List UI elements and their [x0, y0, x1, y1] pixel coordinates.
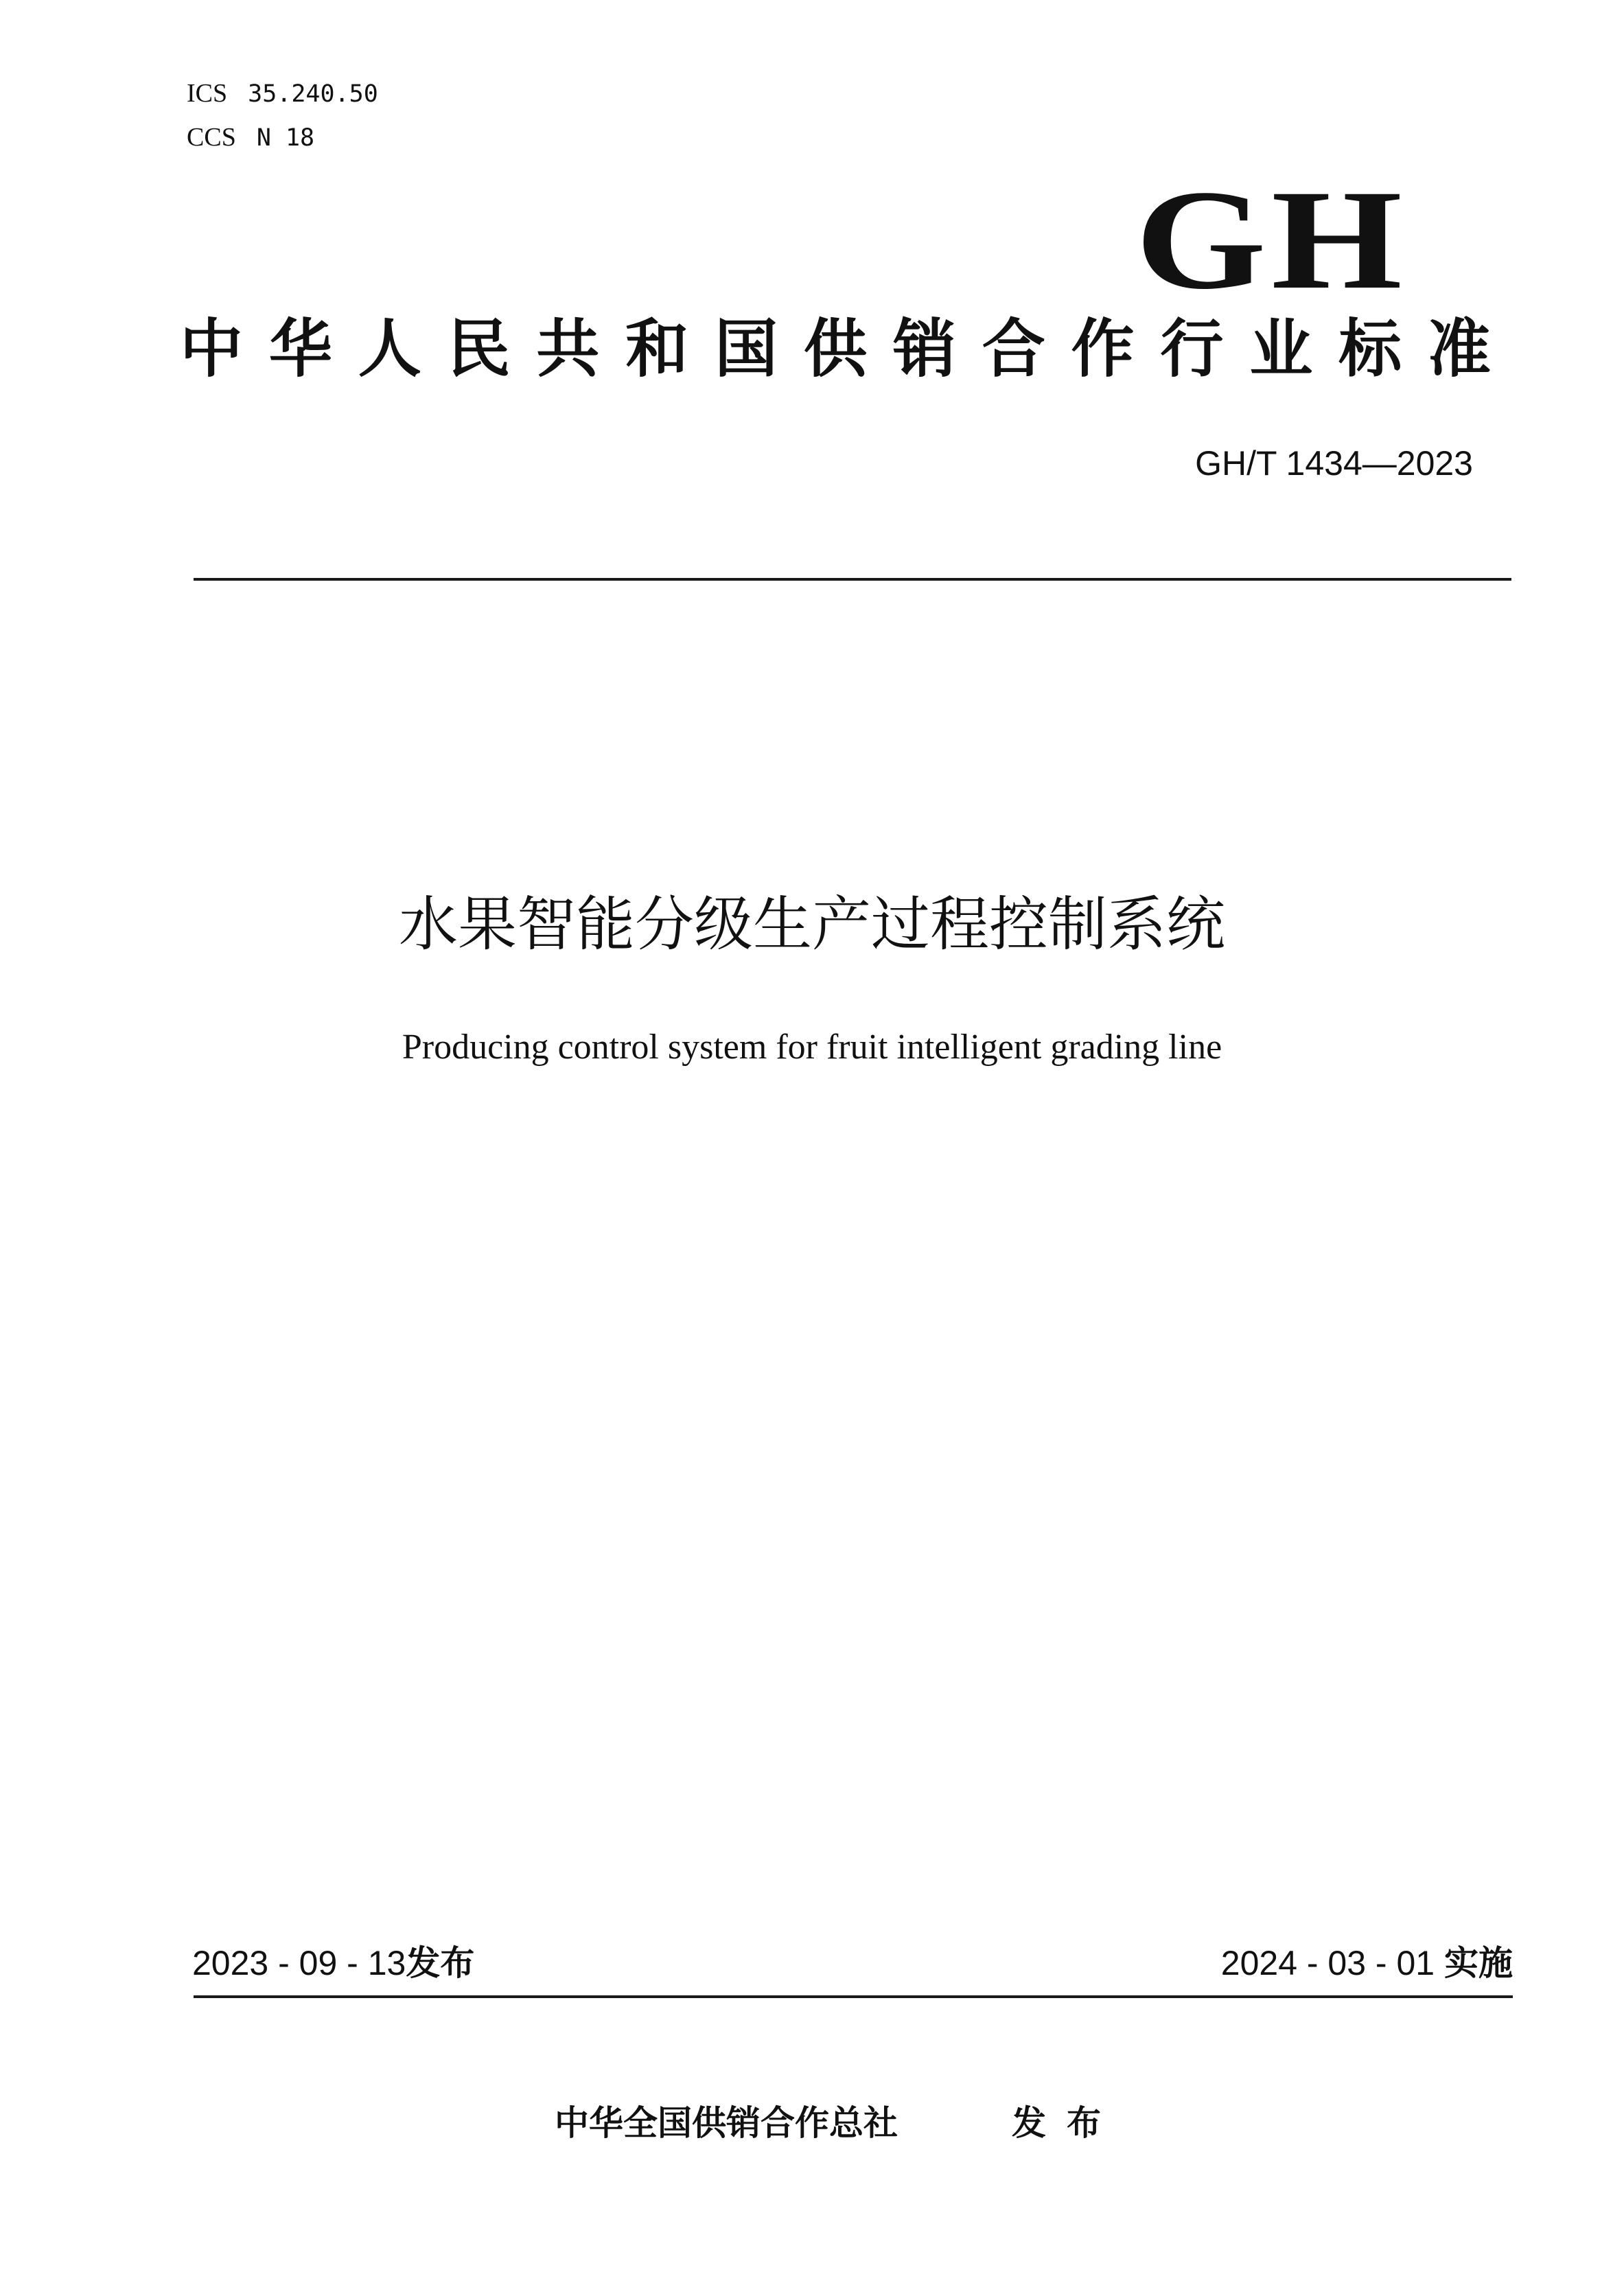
- ics-label: ICS: [187, 79, 228, 108]
- publisher-action: 发布: [1012, 2103, 1122, 2143]
- effective-label: 实施: [1444, 1943, 1513, 1983]
- effective-date-line: [1220, 1943, 1513, 1983]
- ccs-code: [187, 124, 314, 150]
- document-title-cn: 水果智能分级生产过程控制系统: [399, 890, 1225, 959]
- gh-logo: GH: [1135, 161, 1407, 318]
- ics-code: [187, 80, 378, 106]
- issue-date-line: [192, 1943, 475, 1983]
- issue-date: 2023 - 09 - 13: [192, 1944, 406, 1982]
- document-title-en: Producing control system for fruit intelligent grading line: [402, 1028, 1222, 1067]
- ccs-value: N 18: [256, 124, 315, 152]
- ccs-label: CCS: [187, 123, 236, 152]
- top-divider: [194, 578, 1511, 581]
- publisher-name: 中华全国供销合作总社: [555, 2103, 898, 2143]
- standard-category: 中华人民共和国供销合作行业标准: [180, 312, 1491, 386]
- bottom-divider: [194, 1995, 1513, 1998]
- standard-number: GH/T 1434—2023: [1195, 444, 1473, 483]
- ics-value: 35.240.50: [248, 80, 378, 108]
- issue-label: 发布: [406, 1943, 475, 1983]
- effective-date: 2024 - 03 - 01: [1220, 1944, 1435, 1982]
